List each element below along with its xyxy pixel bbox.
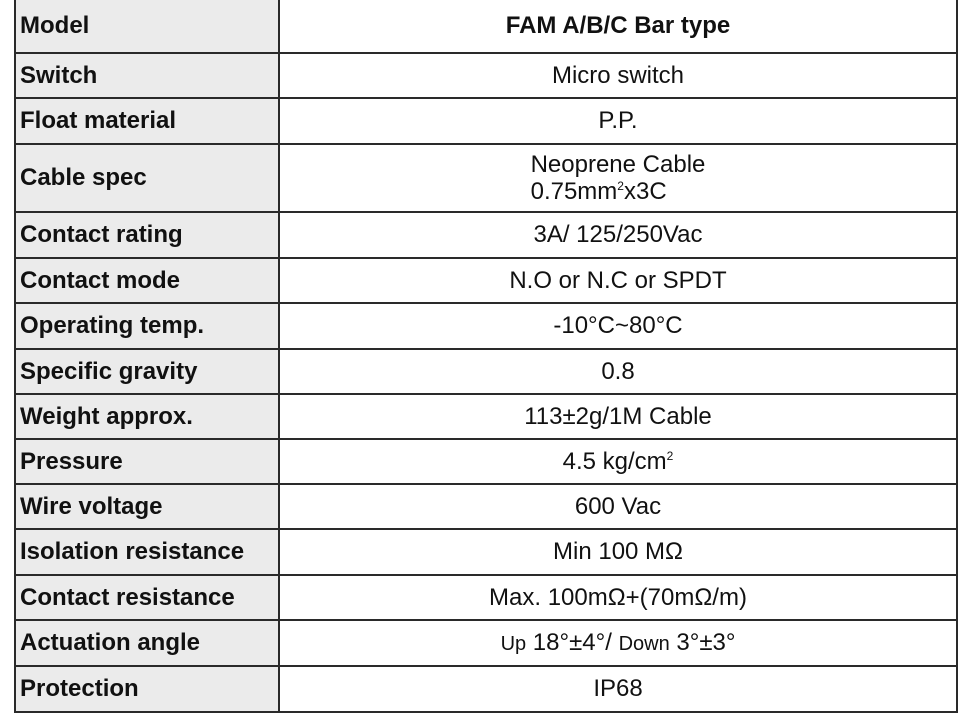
- row-label: Weight approx.: [15, 394, 279, 439]
- row-label: Operating temp.: [15, 303, 279, 349]
- row-value: 113±2g/1M Cable: [279, 394, 957, 439]
- row-value: 0.8: [279, 349, 957, 394]
- table-row: [15, 98, 957, 144]
- up-word: Up: [500, 633, 527, 655]
- table-row: [15, 0, 957, 53]
- row-label: Pressure: [15, 439, 279, 484]
- cable-spec-line1: Neoprene Cable: [530, 150, 706, 178]
- table-row: [15, 303, 957, 349]
- row-label: Float material: [15, 98, 279, 144]
- table-row: [15, 349, 957, 394]
- row-value: [279, 439, 957, 484]
- table-row: [15, 53, 957, 98]
- table-row: [15, 620, 957, 666]
- table-row: [15, 212, 957, 258]
- superscript: 2: [617, 178, 624, 193]
- row-label: Cable spec: [15, 144, 279, 212]
- row-label: Contact mode: [15, 258, 279, 303]
- row-label: Isolation resistance: [15, 529, 279, 575]
- table-row: [15, 484, 957, 529]
- table-row: [15, 258, 957, 303]
- table-row: [15, 666, 957, 712]
- cable-size: 0.75mm: [530, 177, 618, 205]
- row-value: Micro switch: [279, 53, 957, 98]
- row-value: Min 100 MΩ: [279, 529, 957, 575]
- row-value: P.P.: [279, 98, 957, 144]
- row-label: Specific gravity: [15, 349, 279, 394]
- spec-table: [14, 0, 958, 713]
- table-row: [15, 144, 957, 212]
- cable-spec-line2: [531, 178, 667, 205]
- cable-cores: x3C: [623, 177, 667, 205]
- row-label: Actuation angle: [15, 620, 279, 666]
- pressure-value: 4.5 kg/cm: [562, 447, 667, 475]
- row-label: Contact resistance: [15, 575, 279, 620]
- row-value: IP68: [279, 666, 957, 712]
- up-value: 18°±4°/: [526, 629, 619, 656]
- row-value: 3A/ 125/250Vac: [279, 212, 957, 258]
- table-row: [15, 529, 957, 575]
- table-row: [15, 439, 957, 484]
- row-label: Switch: [15, 53, 279, 98]
- row-label: Wire voltage: [15, 484, 279, 529]
- row-value: [279, 620, 957, 666]
- down-value: 3°±3°: [669, 629, 736, 656]
- row-label: Contact rating: [15, 212, 279, 258]
- table-row: [15, 394, 957, 439]
- table-row: [15, 575, 957, 620]
- row-value: 600 Vac: [279, 484, 957, 529]
- row-value: [279, 144, 957, 212]
- row-value: Max. 100mΩ+(70mΩ/m): [279, 575, 957, 620]
- row-label: Protection: [15, 666, 279, 712]
- row-label: Model: [15, 0, 279, 53]
- down-word: Down: [618, 633, 670, 655]
- row-value: N.O or N.C or SPDT: [279, 258, 957, 303]
- row-value: FAM A/B/C Bar type: [279, 0, 957, 53]
- row-value: -10°C~80°C: [279, 303, 957, 349]
- superscript: 2: [666, 448, 674, 463]
- cable-spec-value: [531, 151, 706, 205]
